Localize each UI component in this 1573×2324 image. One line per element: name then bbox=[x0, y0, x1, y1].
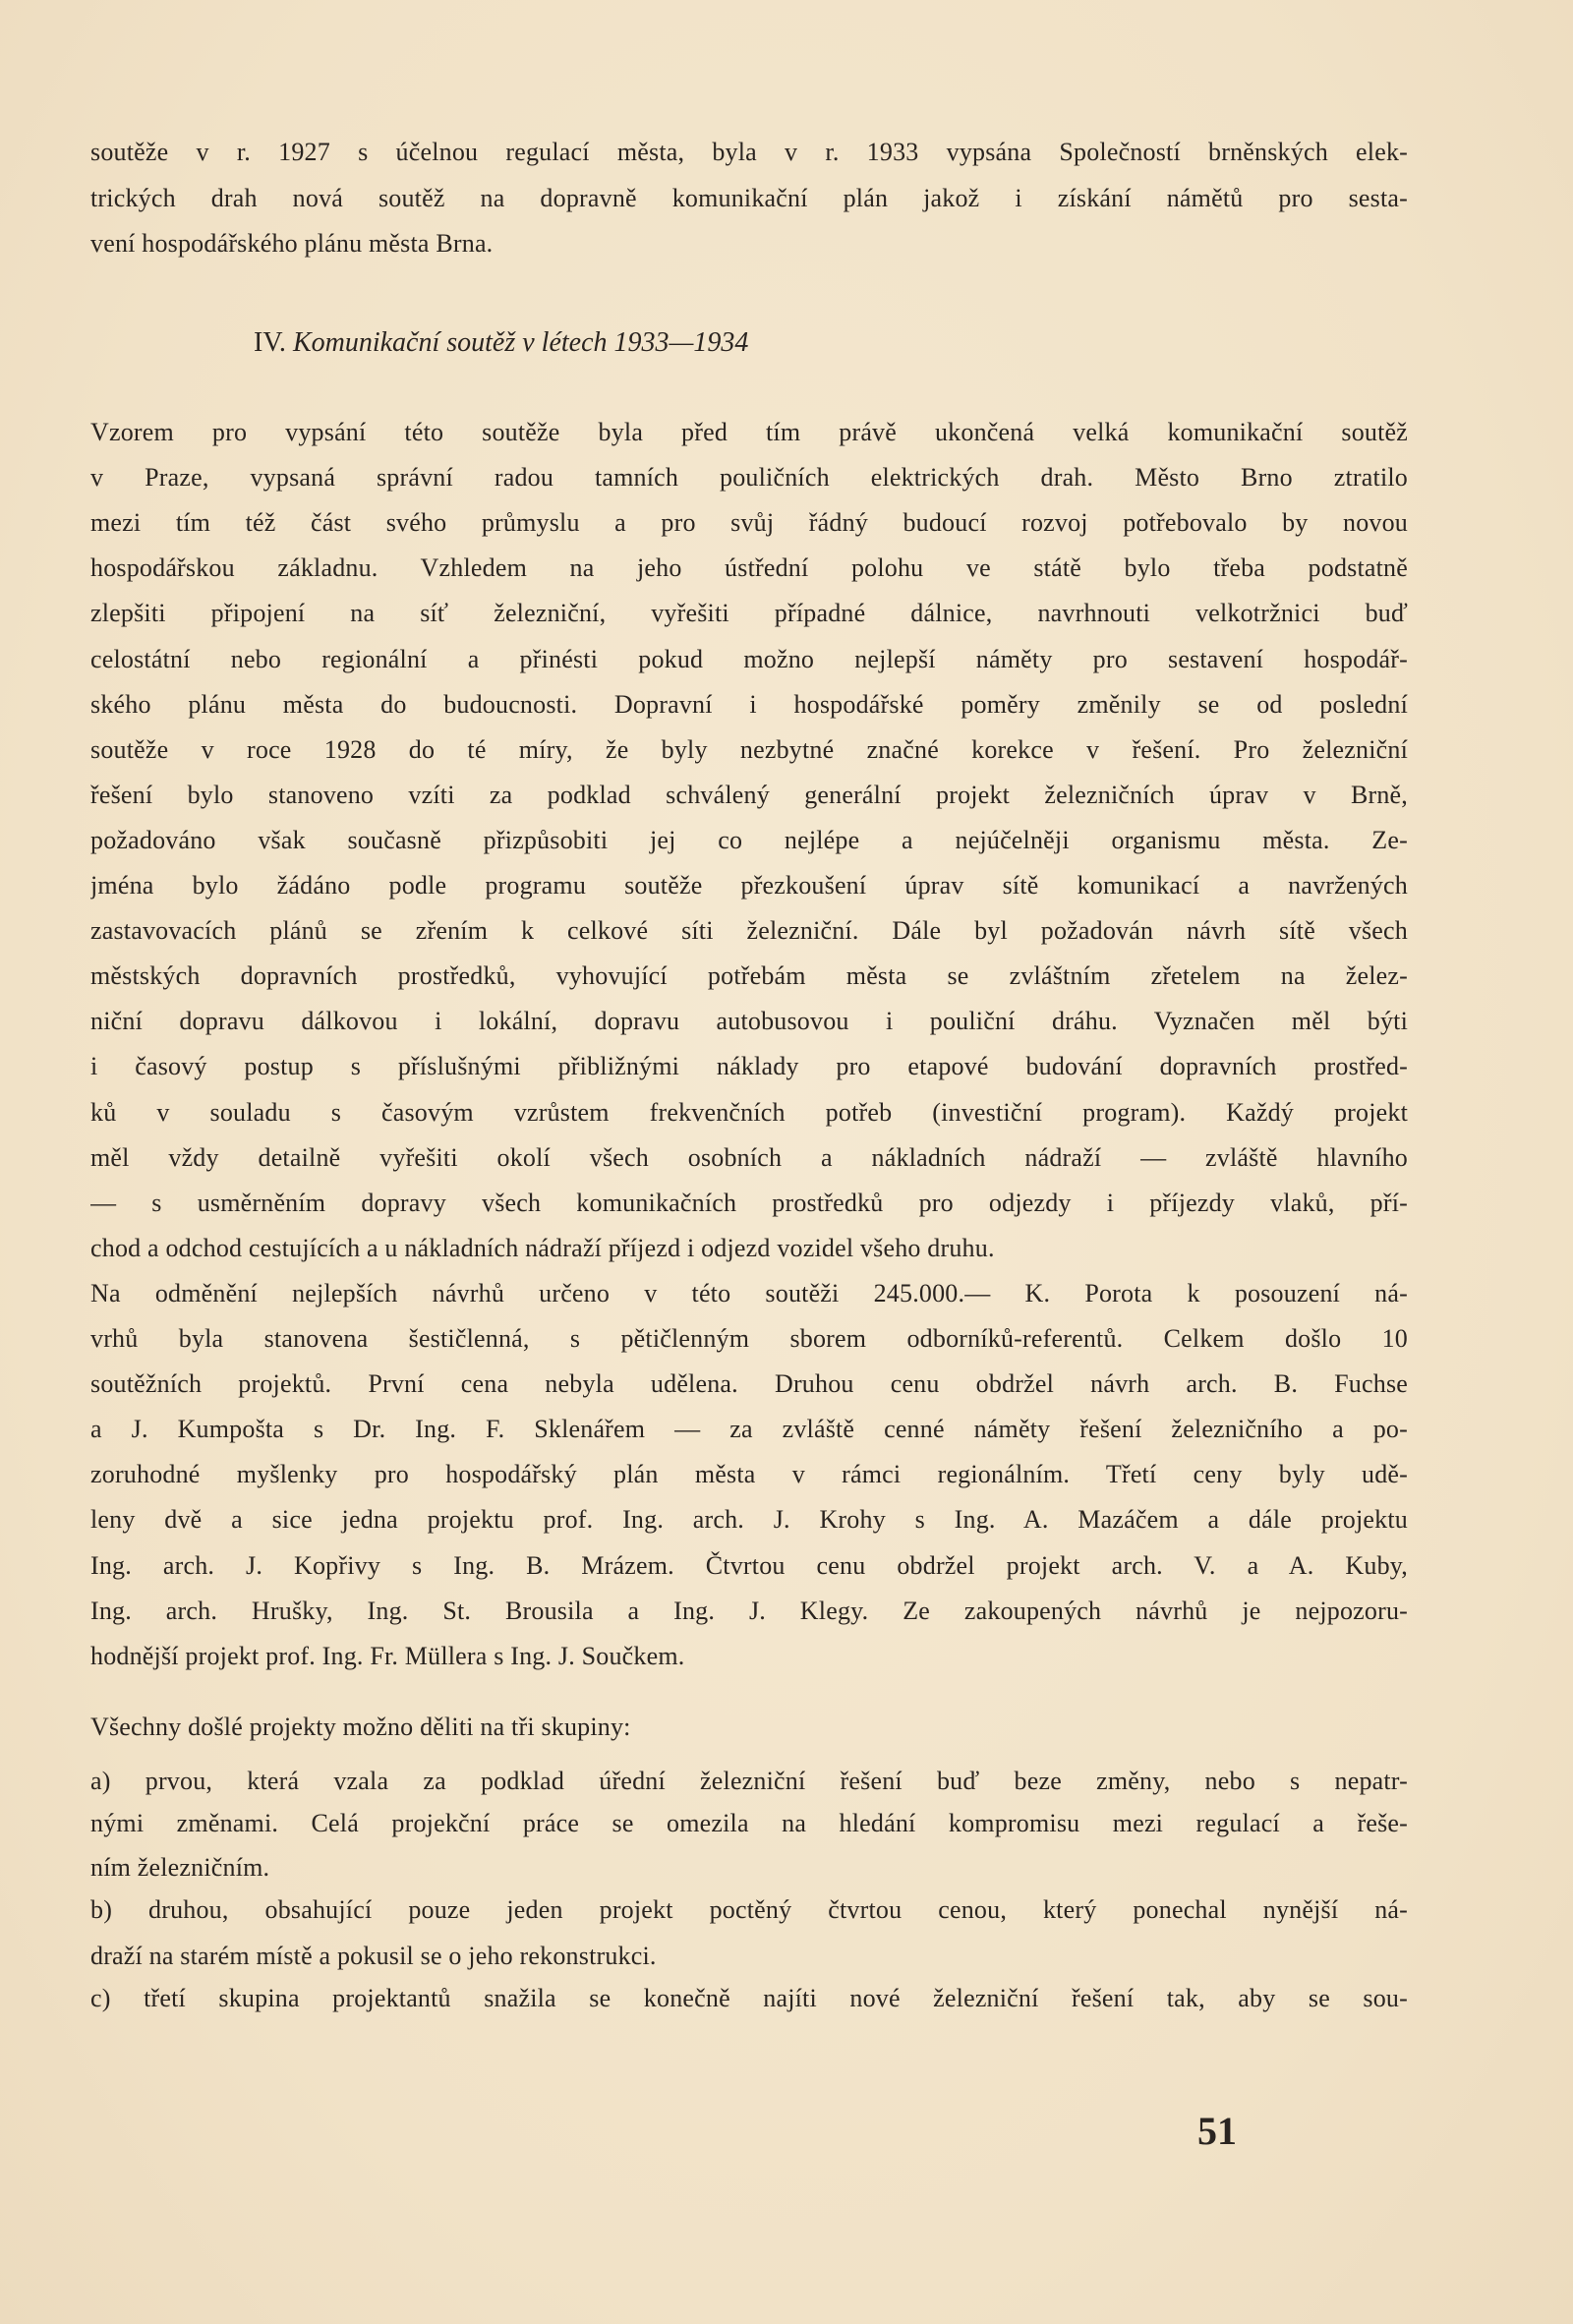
text-line: ním železničním. bbox=[90, 1853, 270, 1882]
text-line: mezi tím též část svého průmyslu a pro svůj řádný budoucí rozvoj potřebovalo by novou bbox=[90, 508, 1408, 538]
text-line: trických drah nová soutěž na dopravně komunikační plán jakož i získání námětů pro sesta- bbox=[90, 184, 1408, 212]
text-line: vení hospodářského plánu města Brna. bbox=[90, 229, 494, 258]
text-line: ského plánu města do budoucnosti. Dopravní i hospodářské poměry změnily se od poslední bbox=[90, 689, 1408, 719]
section-number: IV. bbox=[254, 327, 286, 358]
text-line: draží na starém místě a pokusil se o jeho rekonstrukci. bbox=[90, 1942, 657, 1970]
text-line: i časový postup s příslušnými přibližnými náklady pro etapové budování dopravních prostřed- bbox=[90, 1052, 1408, 1081]
text-line: a) prvou, která vzala za podklad úřední železniční řešení buď beze změny, nebo s nepatr- bbox=[90, 1767, 1408, 1795]
text-line: a J. Kumpošta s Dr. Ing. F. Sklenářem — za zvláště cenné náměty řešení železničního a po- bbox=[90, 1415, 1408, 1444]
text-line: niční dopravu dálkovou i lokální, dopravu autobusovou i pouliční dráhu. Vyznačen měl býti bbox=[90, 1007, 1408, 1036]
text-line: jména bylo žádáno podle programu soutěže přezkoušení úprav sítě komunikací a navržených bbox=[90, 871, 1408, 900]
text-line: leny dvě a sice jedna projektu prof. Ing. arch. J. Krohy s Ing. A. Mazáčem a dále projektu bbox=[90, 1505, 1408, 1535]
text-line: řešení bylo stanoveno vzíti za podklad schválený generální projekt železničních úprav v Brně, bbox=[90, 780, 1408, 809]
text-line: Ing. arch. J. Kopřivy s Ing. B. Mrázem. Čtvrtou cenu obdržel projekt arch. V. a A. Kuby, bbox=[90, 1550, 1408, 1580]
text-line: soutěžních projektů. První cena nebyla udělena. Druhou cenu obdržel návrh arch. B. Fuchse bbox=[90, 1369, 1408, 1399]
page-number: 51 bbox=[1197, 2109, 1237, 2153]
text-line: nými změnami. Celá projekční práce se omezila na hledání kompromisu mezi regulací a řeše- bbox=[90, 1809, 1408, 1837]
text-line: Všechny došlé projekty možno děliti na tři skupiny: bbox=[90, 1713, 631, 1741]
text-line: městských dopravních prostředků, vyhovující potřebám města se zvláštním zřetelem na želez- bbox=[90, 961, 1408, 991]
text-line: Vzorem pro vypsání této soutěže byla před tím právě ukončená velká komunikační soutěž bbox=[90, 418, 1408, 446]
text-line: ků v souladu s časovým vzrůstem frekvenčních potřeb (investiční program). Každý projekt bbox=[90, 1097, 1408, 1127]
text-line: c) třetí skupina projektantů snažila se konečně najíti nové železniční řešení tak, aby se sou- bbox=[90, 1984, 1408, 2012]
text-line: zlepšiti připojení na síť železniční, vyřešiti případné dálnice, navrhnouti velkotržnici buď bbox=[90, 599, 1408, 628]
text-line: v Praze, vypsaná správní radou tamních pouličních elektrických drah. Město Brno ztratilo bbox=[90, 463, 1408, 493]
text-line: měl vždy detailně vyřešiti okolí všech osobních a nákladních nádraží — zvláště hlavního bbox=[90, 1142, 1408, 1172]
text-line: — s usměrněním dopravy všech komunikačních prostředků pro odjezdy i příjezdy vlaků, pří- bbox=[90, 1188, 1408, 1217]
text-line: b) druhou, obsahující pouze jeden projekt poctěný čtvrtou cenou, který ponechal nynější ná- bbox=[90, 1895, 1408, 1924]
text-line: vrhů byla stanovena šestičlenná, s pětičlenným sborem odborníků-referentů. Celkem došlo 10 bbox=[90, 1324, 1408, 1353]
text-line: celostátní nebo regionální a přinésti pokud možno nejlepší náměty pro sestavení hospodář- bbox=[90, 644, 1408, 673]
text-line: soutěže v r. 1927 s účelnou regulací města, byla v r. 1933 vypsána Společností brněnských elek- bbox=[90, 138, 1408, 166]
section-heading bbox=[254, 326, 748, 360]
text-line: hospodářskou základnu. Vzhledem na jeho ústřední polohu ve státě bylo třeba podstatně bbox=[90, 553, 1408, 583]
text-line: Ing. arch. Hrušky, Ing. St. Brousila a Ing. J. Klegy. Ze zakoupených návrhů je nejpozoru- bbox=[90, 1596, 1408, 1625]
text-line: chod a odchod cestujících a u nákladních nádraží příjezd i odjezd vozidel všeho druhu. bbox=[90, 1233, 995, 1262]
section-title: Komunikační soutěž v létech 1933—1934 bbox=[292, 327, 749, 358]
text-line: požadováno však současně přizpůsobiti jej co nejlépe a nejúčelněji organismu města. Ze- bbox=[90, 825, 1408, 854]
text-line: hodnější projekt prof. Ing. Fr. Müllera s Ing. J. Součkem. bbox=[90, 1641, 685, 1670]
text-line: Na odměnění nejlepších návrhů určeno v této soutěži 245.000.— K. Porota k posouzení ná- bbox=[90, 1278, 1408, 1307]
text-line: soutěže v roce 1928 do té míry, že byly nezbytné značné korekce v řešení. Pro železniční bbox=[90, 734, 1408, 764]
text-line: zastavovacích plánů se zřením k celkové síti železniční. Dále byl požadován návrh sítě všech bbox=[90, 916, 1408, 946]
text-line: zoruhodné myšlenky pro hospodářský plán města v rámci regionálním. Třetí ceny byly udě- bbox=[90, 1460, 1408, 1489]
